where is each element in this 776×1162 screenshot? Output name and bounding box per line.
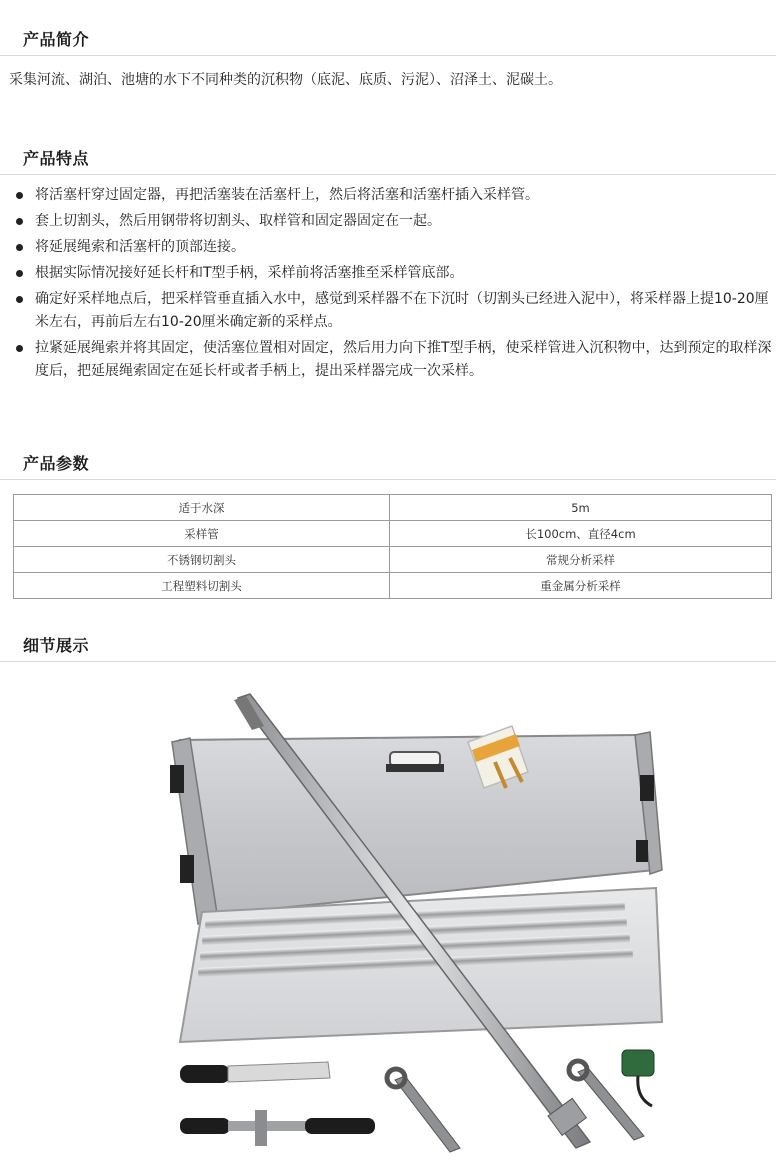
param-name: 不锈钢切割头: [14, 547, 390, 573]
feature-item: 将延展绳索和活塞杆的顶部连接。: [14, 236, 772, 259]
param-name: 适于水深: [14, 495, 390, 521]
section-title: 产品简介: [23, 30, 90, 49]
param-value: 5m: [390, 495, 772, 521]
section-header-features: [0, 136, 776, 175]
bullet-icon: [16, 192, 23, 199]
feature-item: 将活塞杆穿过固定器，再把活塞装在活塞杆上，然后将活塞和活塞杆插入采样管。: [14, 184, 772, 207]
param-name: 工程塑料切割头: [14, 573, 390, 599]
section-header-intro: [0, 17, 776, 56]
table-row: [14, 573, 772, 599]
product-photo: [150, 680, 670, 1160]
param-value: 长100cm、直径4cm: [390, 521, 772, 547]
feature-list: [14, 184, 772, 386]
table-row: [14, 521, 772, 547]
bullet-icon: [16, 296, 23, 303]
section-title: 产品特点: [23, 149, 90, 168]
section-title: 细节展示: [23, 636, 90, 655]
feature-item: 根据实际情况接好延长杆和T型手柄，采样前将活塞推至采样管底部。: [14, 262, 772, 285]
feature-item: 拉紧延展绳索并将其固定，使活塞位置相对固定，然后用力向下推T型手柄，使采样管进入沉积物中，达到预定的取样深度后，把延展绳索固定在延长杆或者手柄上，提出采样器完成一次采样。: [14, 337, 772, 383]
param-value: 常规分析采样: [390, 547, 772, 573]
bullet-icon: [16, 270, 23, 277]
feature-item: 套上切割头，然后用钢带将切割头、取样管和固定器固定在一起。: [14, 210, 772, 233]
param-name: 采样管: [14, 521, 390, 547]
table-row: [14, 547, 772, 573]
bullet-icon: [16, 244, 23, 251]
bullet-icon: [16, 218, 23, 225]
bullet-icon: [16, 345, 23, 352]
intro-text: 采集河流、湖泊、池塘的水下不同种类的沉积物（底泥、底质、污泥）、沼泽土、泥碳土。: [9, 72, 562, 88]
section-header-params: [0, 441, 776, 480]
section-title: 产品参数: [23, 454, 90, 473]
section-header-detail: [0, 623, 776, 662]
params-table: [13, 494, 772, 599]
table-row: [14, 495, 772, 521]
case-base: [180, 888, 662, 1042]
feature-item: 确定好采样地点后，把采样管垂直插入水中，感觉到采样器不在下沉时（切割头已经进入泥中），将采样器上提10-20厘米左右，再前后左右10-20厘米确定新的采样点。: [14, 288, 772, 334]
param-value: 重金属分析采样: [390, 573, 772, 599]
